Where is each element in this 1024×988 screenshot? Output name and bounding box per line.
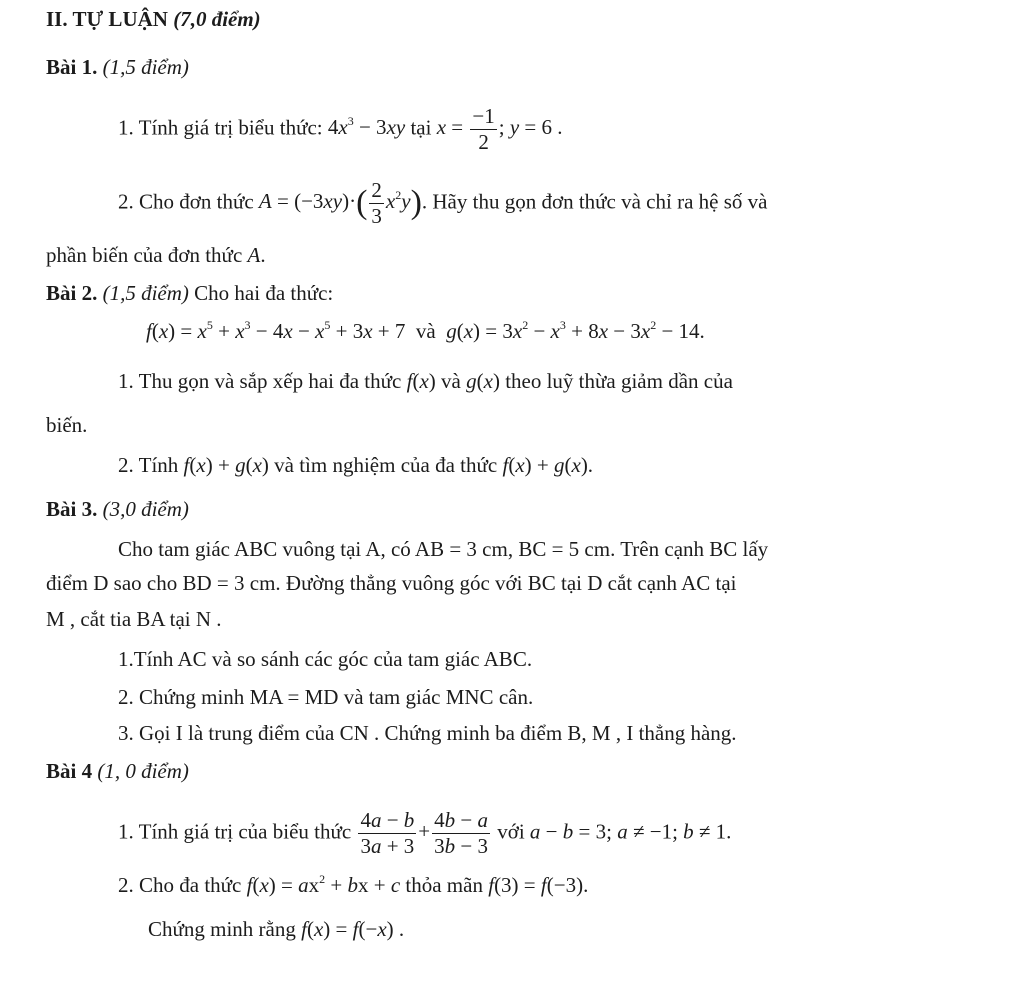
bai3-ma-md: MA = MD xyxy=(249,685,339,709)
bai2-q1-cont xyxy=(46,410,87,440)
bai4-label: Bài 4 xyxy=(46,759,93,783)
bai3-line1 xyxy=(118,534,768,564)
bai3-l3: M , cắt tia BA tại N . xyxy=(46,607,222,631)
bai3-q3 xyxy=(118,718,737,748)
bai1-q1-values: x = $\frac{-1}{2}$ ; y = 6 . xyxy=(436,104,563,154)
bai4-q2-cond: f(3) = f(−3). xyxy=(488,873,589,897)
bai2-points: (1,5 điểm) xyxy=(102,281,189,305)
bai1-q2-cont-text: phần biến của đơn thức xyxy=(46,243,243,267)
section-title xyxy=(46,4,261,34)
bai2-intro: Cho hai đa thức: xyxy=(194,281,334,305)
bai1-q1-at: tại xyxy=(410,115,432,140)
bai3-q1 xyxy=(118,644,532,674)
bai4-q2-f: $f(x) = ax^2$ + bx + c xyxy=(246,872,401,897)
bai2-polys xyxy=(146,316,705,346)
bai2-q1-b: theo luỹ thừa giảm dần của xyxy=(505,369,733,393)
bai2-g-def: $g(x) = 3x^2 - x^3 + 8x - 3x^2 - 14$. xyxy=(446,318,705,343)
bai2-q1-f: f(x) xyxy=(406,369,436,393)
bai1-q1-text: 1. Tính giá trị biểu thức: xyxy=(118,115,323,140)
bai4-q1-a: 1. Tính giá trị của biểu thức xyxy=(118,819,352,844)
bai1-q2 xyxy=(118,180,767,227)
bai2-f-def: $f(x) = x^5 + x^3 - 4x - x^5 + 3x + 7$ xyxy=(146,318,406,343)
bai3-q2-a: 2. Chứng minh xyxy=(118,685,245,709)
bai3-q1-text: 1.Tính AC và so sánh các góc của tam giác ABC. xyxy=(118,647,533,671)
bai2-q2-a: 2. Tính xyxy=(118,453,179,477)
bai1-q2-text: 2. Cho đơn thức xyxy=(118,189,254,214)
bai4-q1 xyxy=(118,810,731,857)
bai3-l2-b: Đường thẳng vuông góc với BC tại D cắt cạnh AC tại xyxy=(285,571,737,595)
bai3-bd: BD = 3 cm. xyxy=(182,571,281,595)
bai2-q2 xyxy=(118,450,593,480)
bai1-q2-tail: . Hãy thu gọn đơn thức và chỉ ra hệ số và xyxy=(421,189,768,214)
bai3-measures: AB = 3 cm, BC = 5 cm. xyxy=(414,537,616,561)
bai4-q1-cond: a − b = 3; a ≠ −1; b ≠ 1. xyxy=(529,819,732,844)
bai2-q1-a: 1. Thu gọn và sắp xếp hai đa thức xyxy=(118,369,402,393)
bai4-points: (1, 0 điểm) xyxy=(97,759,189,783)
bai1-label: Bài 1. xyxy=(46,55,98,79)
bai2-label: Bài 2. xyxy=(46,281,98,305)
section-title-text: II. TỰ LUẬN xyxy=(46,7,168,31)
section-points: (7,0 điểm) xyxy=(173,7,261,31)
bai4-q2-b: thỏa mãn xyxy=(405,873,483,897)
bai4-q1-b: với xyxy=(497,819,525,844)
bai3-l1-a: Cho tam giác ABC vuông tại A, có xyxy=(118,537,411,561)
bai4-q2-goal: f(x) = f(−x) . xyxy=(301,917,405,941)
bai4-q2-a: 2. Cho đa thức xyxy=(118,873,242,897)
bai2-q2-sum: f(x) + g(x) xyxy=(183,453,269,477)
bai4-q2 xyxy=(118,870,588,900)
bai2-heading xyxy=(46,278,333,308)
bai3-heading xyxy=(46,494,189,524)
bai2-q1-g: g(x) xyxy=(466,369,500,393)
bai4-q2-c: Chứng minh rằng xyxy=(148,917,296,941)
bai3-l1-b: Trên cạnh BC lấy xyxy=(620,537,769,561)
bai1-q2-expr: A = (−3xy)·( $\frac{2}{3}$ $x^2y$) xyxy=(258,178,422,228)
bai3-label: Bài 3. xyxy=(46,497,98,521)
bai3-points: (3,0 điểm) xyxy=(102,497,189,521)
bai4-heading xyxy=(46,756,189,786)
bai2-and: và xyxy=(415,319,436,343)
bai2-q2-b: và tìm nghiệm của đa thức xyxy=(274,453,498,477)
bai3-q3-text: 3. Gọi I là trung điểm của CN . Chứng minh ba điểm B, M , I thẳng hàng. xyxy=(118,721,737,745)
bai2-q1-and: và xyxy=(441,369,461,393)
bai1-var-a: A. xyxy=(247,243,266,267)
bai1-q1 xyxy=(118,106,563,153)
bai2-q1 xyxy=(118,366,733,396)
bai4-q1-expr: $\frac{4a - b}{3a + 3}$ + $\frac{4b - a}{3b - 3}$ xyxy=(360,808,488,858)
bai3-line2 xyxy=(46,568,737,598)
bai3-line3 xyxy=(46,604,222,634)
bai3-q2-b: và tam giác MNC cân. xyxy=(343,685,534,709)
bai1-points: (1,5 điểm) xyxy=(102,55,189,79)
bai1-q2-cont xyxy=(46,240,266,270)
bai2-q1-cont-text: biến. xyxy=(46,413,88,437)
bai2-q2-sum2: f(x) + g(x). xyxy=(502,453,594,477)
bai4-q2-proof xyxy=(148,914,404,944)
bai1-q1-expr: $4x^3 - 3xy$ xyxy=(327,114,406,140)
bai1-heading xyxy=(46,52,189,82)
bai3-q2 xyxy=(118,682,533,712)
bai3-l2-a: điểm D sao cho xyxy=(46,571,178,595)
